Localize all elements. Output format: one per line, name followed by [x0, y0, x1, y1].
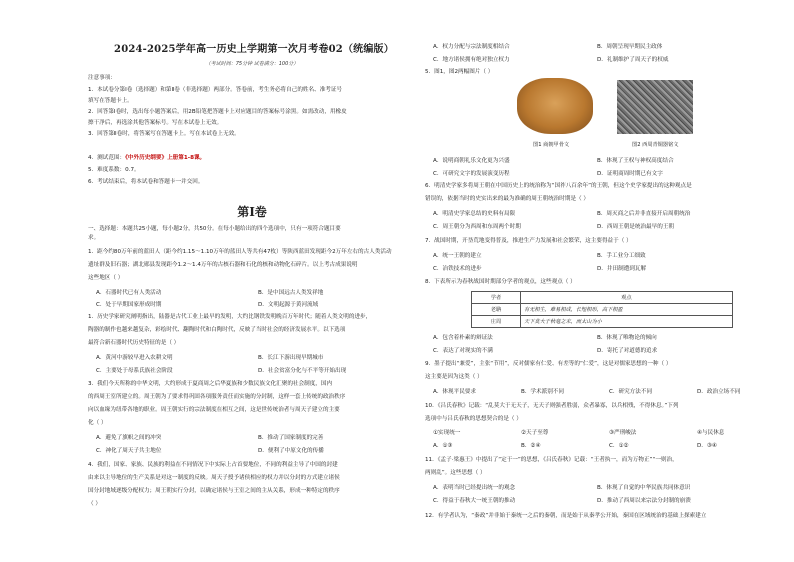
left-column [88, 0, 416, 562]
note-line: 填写在答题卡上。 [88, 98, 133, 104]
option[interactable]: A．表明当时已经提出统一的观念 [433, 485, 516, 491]
notes-heading: 注意事项： [88, 75, 116, 81]
option[interactable]: D．礼制维护了周天子的权威 [597, 57, 669, 63]
oracle-bone-image [517, 78, 593, 134]
option[interactable]: B．学术派别不同 [521, 389, 564, 395]
option[interactable]: B．体现了王权与神权高度结合 [597, 158, 674, 164]
option[interactable]: D．社会贫富分化与不平等开始出现 [258, 368, 347, 374]
option[interactable]: A．统一王朝的建立 [433, 253, 482, 259]
question-text: 由来以主导地位的生产关系是对这一制度的反映。周天子授予诸侯相应的权力并以分封的方式建立诸侯 [88, 475, 340, 481]
option[interactable]: C．地方诸侯拥有绝对独立权力 [433, 57, 510, 63]
question-text: 12．有学者认为，“秦政”并非始于秦统一之后的秦朝，而是始于从秦孝公开始，秦国在区域统治的基础上探索建立 [425, 513, 707, 519]
note-line: 5．难度系数：0.7。 [88, 167, 140, 173]
option[interactable]: D．井田制遭到瓦解 [597, 266, 647, 272]
question-text: 5．图1，图2两幅图片（ ） [425, 69, 494, 75]
question-text: 这些地区（ ） [88, 275, 124, 281]
question-text: 9．墨子提出“兼爱”，主张“节用”，反对儒家有仁爱、有差等的“仁爱”，这是对儒家思想的一种（ ） [425, 361, 672, 367]
question-text: 11．《孟子·梁惠王》中提出了“定于一”的思想，《吕氏春秋》记载：“王者执一，而为万物正”“一则治， [425, 457, 678, 463]
item: ④与民休息 [697, 430, 725, 436]
option[interactable]: A．明清史学家总结的史料有局限 [433, 211, 516, 217]
question-text: 最符合新石器时代历史特征的是（ ） [88, 340, 180, 346]
option[interactable]: B．周朝呈现早期民主政体 [597, 44, 663, 50]
question-text: 8．下表所示为春秋战国时期部分学者的观点，这些观点（ ） [425, 279, 576, 285]
option[interactable]: C．表达了对现实的不满 [433, 348, 493, 354]
question-text: （ ） [88, 501, 101, 507]
range-label: 4．测试范围： [88, 155, 126, 161]
question-text: 3．我们今天所称的中华文明，大约形成于夏商周之后华夏族和少数民族文化汇聚的社会制度，国内 [88, 381, 333, 387]
page-title: 2024-2025学年高一历史上学期第一次月考卷02（统编版） [114, 44, 394, 55]
option[interactable]: A．石器时代已有人类活动 [96, 290, 162, 296]
question-text: 这主要是因为这类（ ） [425, 374, 483, 380]
option[interactable]: B．推动了国家制度的完善 [258, 435, 324, 441]
section-instruction: 求。 [88, 235, 100, 241]
bronze-inscription-image [617, 80, 693, 134]
table-cell: 庄周 [472, 316, 521, 328]
question-text: 国分封地域逐级分配权力；周王朝实行分封，以确定诸侯与王室之间的主从关系，形成一种特定的秩序 [88, 488, 340, 494]
option[interactable]: D．西周王朝是统治最早的王朝 [597, 224, 675, 230]
table-cell: 有无相生，难易相成，长短相形，高下相盈 [521, 304, 733, 316]
note-line: 擦干净后，再选涂其他答案标号。写在本试卷上无效。 [88, 120, 223, 126]
note-line: 1．本试卷分第Ⅰ卷（选择题）和第Ⅱ卷（非选择题）两部分。答卷前，考生务必将自己的姓名、准考证号 [88, 87, 343, 93]
option[interactable]: D．便利了中原文化的传播 [258, 448, 324, 454]
question-text: 两则乱”。这些思想（ ） [425, 470, 486, 476]
option[interactable]: D．寄托了对道德的追求 [597, 348, 658, 354]
range-value: 《中外历史纲要》上册第1-8课。 [125, 155, 206, 161]
option[interactable]: D．证明商周时期已有文字 [597, 171, 663, 177]
part-title: 第Ⅰ卷 [237, 205, 267, 219]
table-row [472, 304, 733, 316]
question-text: 化（ ） [88, 420, 107, 426]
option[interactable]: C．可研究文字的发展演变历程 [433, 171, 510, 177]
question-text: 7．战国时期，开垦荒地变得普及，推进生产力发展和社会繁荣，这主要得益于（ ） [425, 238, 632, 244]
option[interactable]: C．研究方法不同 [609, 389, 653, 395]
note-line: 2．回答第Ⅰ卷时，选出每小题答案后，用2B铅笔把答题卡上对应题目的答案标号涂黑。如需改动，用橡皮 [88, 109, 347, 115]
question-text: 的西周王室所建立的。周王朝为了要求得巩固各项服务责任而实施的分封制，这样一套上传统的政治秩序 [88, 394, 346, 400]
viewpoint-table [471, 291, 733, 328]
exam-info: （考试时间：75分钟 试卷满分：100分） [205, 61, 299, 67]
note-line [88, 154, 416, 162]
option[interactable]: D．③④ [697, 443, 717, 449]
option[interactable]: B．是中国远古人类发祥地 [258, 290, 324, 296]
option[interactable]: B．体现了自觉的中华民族共同体意识 [597, 485, 691, 491]
table-row [472, 316, 733, 328]
option[interactable]: C．①② [609, 443, 629, 449]
option[interactable]: D．政治立场不同 [697, 389, 741, 395]
option[interactable]: A．①③ [433, 443, 453, 449]
item: ②天子至尊 [521, 430, 549, 436]
figure-caption: 图1 商朝甲骨文 [533, 142, 570, 148]
table-cell: 老聃 [472, 304, 521, 316]
option[interactable]: A．包含着朴素的辩证法 [433, 335, 493, 341]
option[interactable]: C．冶铁技术的进步 [433, 266, 482, 272]
option[interactable]: A．避免了旗帜之间的冲突 [96, 435, 162, 441]
question-text: 向以血缘为纽带各地的职业。周王朝实行的宗法制度在相互之间，这是世传统治者与周天子建立的主要 [88, 407, 340, 413]
option[interactable]: A．体现平民要求 [433, 389, 476, 395]
figure-caption: 图2 西周青铜器铭文 [632, 142, 679, 148]
question-text: 陶器的制作也越来越复杂，彩绘时代、翻陶时代和白陶时代，反映了当时社会的经济发展水平。以下选项 [88, 327, 346, 333]
option[interactable]: D．文明起源于黄河流域 [258, 302, 319, 308]
question-text: 1．历史学家研究阐明指出，陆器是古代工业上最早的发明，大约比钢铁发明晚百万年时代；随着人类文明的进步， [88, 314, 372, 320]
option[interactable]: C．神化了周天子共主地位 [96, 448, 162, 454]
option[interactable]: A．说明商朝礼乐文化更为兴盛 [433, 158, 510, 164]
option[interactable]: B．体现了唯物论的倾向 [597, 335, 657, 341]
table-cell: 天下莫大于秋毫之末，而太山为小 [521, 316, 733, 328]
question-text: 遗址群及旧石器；湖北郧县发现距今1.2～1.4万年的古核石器和石化的核和动物化石碎片。以上考古成果说明 [88, 262, 358, 268]
option[interactable]: D．推动了西周以来宗法分封制的崩溃 [597, 498, 691, 504]
item: ①实现统一 [433, 430, 461, 436]
option[interactable]: B．长江下游出现早期城市 [258, 355, 324, 361]
option[interactable]: C．得益于春秋大一统王朝的推动 [433, 498, 516, 504]
table-header-row [472, 292, 733, 304]
option[interactable]: C．主要处于母系氏族社会阶段 [96, 368, 173, 374]
table-header: 观点 [521, 292, 733, 304]
item: ③严刑峻法 [609, 430, 637, 436]
question-text: 10．《吕氏春秋》记载：“乱莫大于无天子，无天子则强者胜弱，众者暴寡，以兵相残，不得休息。”下列 [425, 403, 679, 409]
question-text: 选项中与吕氏春秋的思想契合的是（ ） [425, 416, 522, 422]
note-line: 6．考试结束后，将本试卷和答题卡一并交回。 [88, 179, 204, 185]
question-text: 6．明清史学家多将周王朝在中国历史上的统治称为“国祚八百余年”的王朝，但这个史学家提出的这种观点是 [425, 183, 692, 189]
table-header: 学者 [472, 292, 521, 304]
option[interactable]: C．周王朝分为西周和东周两个时期 [433, 224, 521, 230]
note-line: 3．回答第Ⅱ卷时，将答案写在答题卡上。写在本试卷上无效。 [88, 131, 240, 137]
option[interactable]: A．权力分配与宗法制度相结合 [433, 44, 510, 50]
question-text: 4．我们，国家、家族、民族的利益在不同情况下中实际上占首要地位，不同的利益主导了中国的封建 [88, 462, 338, 468]
option[interactable]: B．②④ [521, 443, 541, 449]
section-instruction: 一、选择题：本题共25小题，每小题2分，共50分。在每小题给出的四个选项中，只有一项符合题目要 [88, 226, 341, 232]
question-text: 1．距今约80万年前的蓝田人（距今约1.15～1.10万年的蓝田人等共有47枚）等陕西蓝田发现距今2万年左右的古人类活动 [88, 249, 392, 255]
option[interactable]: B．手工业分工细致 [597, 253, 646, 259]
question-text: 错误的，依据当时的史实出来的最为准确的周王朝统治时期是（ ） [425, 196, 589, 202]
option[interactable]: B．周灭商之后并非直接开启周朝统治 [597, 211, 691, 217]
option[interactable]: C．处于早期国家形成时期 [96, 302, 162, 308]
right-column [425, 0, 781, 562]
option[interactable]: A．黄河中游较早进入农耕文明 [96, 355, 173, 361]
